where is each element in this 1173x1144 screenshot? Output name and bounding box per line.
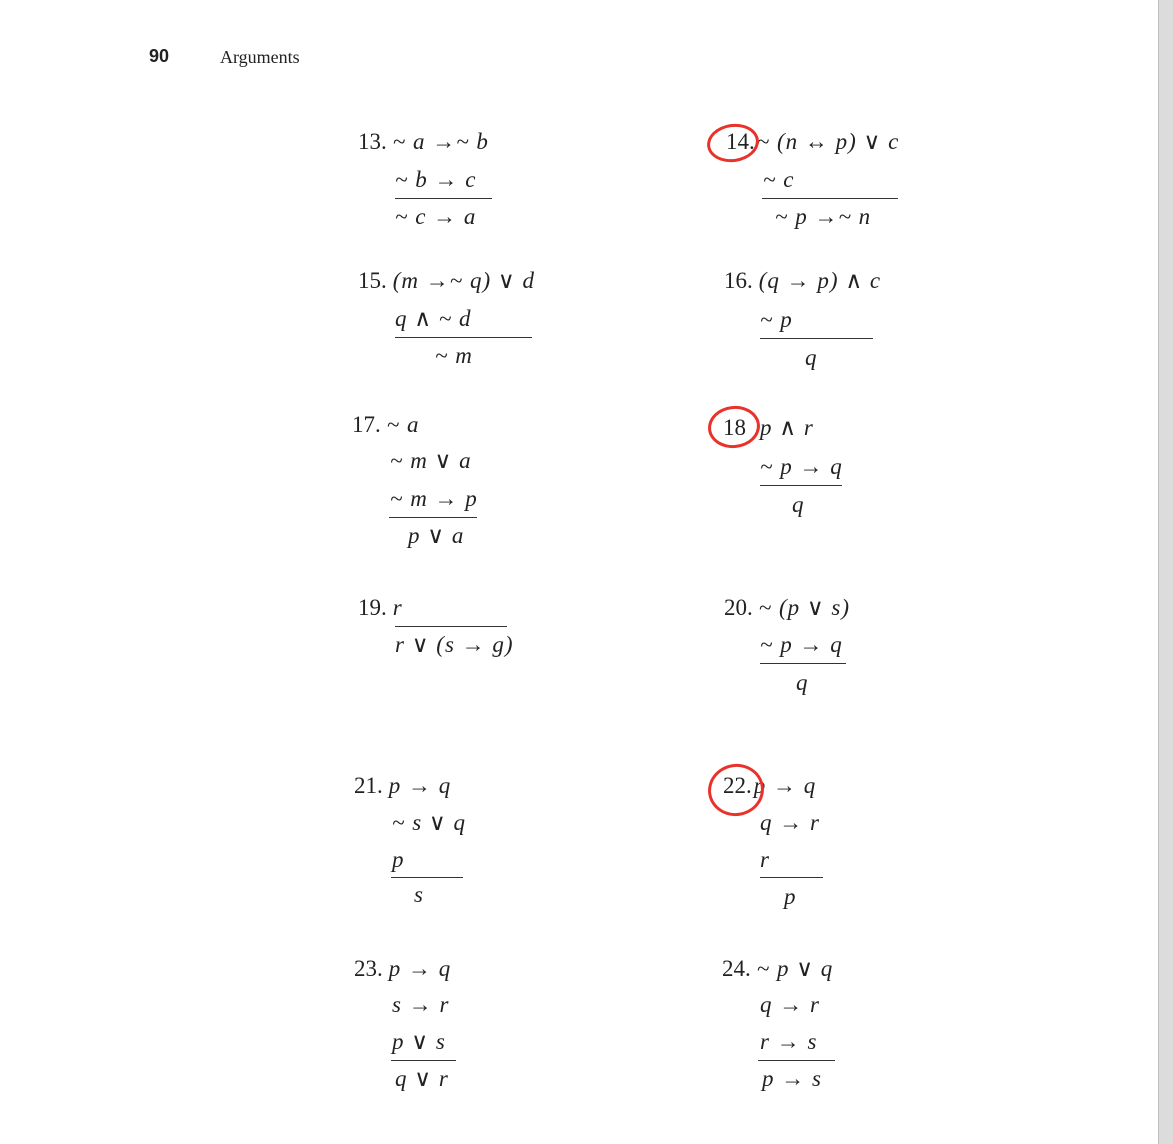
- premise: q → r: [760, 810, 820, 835]
- conclusion: p: [784, 884, 797, 909]
- conclusion-rule: [395, 626, 507, 627]
- premise: ~ (p ∨ s): [758, 595, 851, 620]
- conclusion: p → s: [762, 1066, 822, 1091]
- conclusion-rule: [391, 877, 463, 878]
- running-head: Arguments: [220, 47, 300, 67]
- conclusion-rule: [760, 485, 842, 486]
- premise: ~ a: [386, 412, 420, 437]
- problem-number: 14.: [726, 129, 755, 154]
- premise: ~ (n ↔ p) ∨ c: [756, 129, 900, 154]
- premise: p → q: [753, 773, 817, 798]
- conclusion-rule: [760, 877, 823, 878]
- conclusion: ~ p →~ n: [775, 204, 872, 229]
- conclusion: ~ c → a: [395, 204, 477, 229]
- problem-number: 17.: [352, 412, 381, 437]
- conclusion: q: [805, 345, 818, 370]
- page-edge: [1159, 0, 1173, 1144]
- conclusion: ~ m: [435, 343, 473, 368]
- problem-number: 23.: [354, 956, 383, 981]
- problem-number: 20.: [724, 595, 753, 620]
- premise: r: [760, 847, 770, 872]
- premise: ~ b → c: [395, 167, 477, 192]
- problem-number: 16.: [724, 268, 753, 293]
- premise: ~ c: [763, 167, 795, 192]
- premise: p: [392, 847, 405, 872]
- premise: q → r: [760, 992, 820, 1017]
- problem-number: 18: [723, 415, 746, 440]
- premise: ~ a →~ b: [392, 129, 489, 154]
- conclusion: q ∨ r: [395, 1066, 449, 1091]
- hand-drawn-circle-18: [706, 403, 762, 450]
- premise: ~ p ∨ q: [756, 956, 834, 981]
- premise: r: [392, 595, 403, 620]
- page-number: 90: [149, 46, 170, 66]
- conclusion-rule: [391, 1060, 456, 1061]
- premise: p ∨ s: [392, 1029, 446, 1054]
- premise: s → r: [392, 992, 450, 1017]
- premise: ~ m → p: [390, 486, 478, 511]
- conclusion: p ∨ a: [408, 523, 465, 548]
- premise: q ∧ ~ d: [395, 306, 472, 331]
- premise: p → q: [388, 956, 452, 981]
- conclusion: q: [796, 670, 809, 695]
- premise: ~ m ∨ a: [390, 448, 472, 473]
- conclusion-rule: [760, 663, 846, 664]
- conclusion-rule: [395, 337, 532, 338]
- premise: ~ p: [760, 307, 793, 332]
- problem-number: 15.: [358, 268, 387, 293]
- conclusion-rule: [760, 338, 873, 339]
- conclusion-rule: [389, 517, 477, 518]
- premise: ~ s ∨ q: [392, 810, 466, 835]
- problem-number: 13.: [358, 129, 387, 154]
- problem-number: 22.: [723, 773, 752, 798]
- premise: r → s: [760, 1029, 818, 1054]
- conclusion: r ∨ (s → g): [395, 632, 514, 657]
- problem-number: 21.: [354, 773, 383, 798]
- premise: ~ p → q: [760, 454, 843, 479]
- conclusion-rule: [395, 198, 492, 199]
- premise: p → q: [388, 773, 452, 798]
- conclusion: s: [414, 882, 424, 907]
- conclusion-rule: [762, 198, 898, 199]
- premise: (m →~ q) ∨ d: [392, 268, 535, 293]
- premise: (q → p) ∧ c: [758, 268, 882, 293]
- conclusion: q: [792, 492, 805, 517]
- premise: ~ p → q: [760, 632, 843, 657]
- problem-number: 19.: [358, 595, 387, 620]
- premise: p ∧ r: [760, 415, 814, 440]
- hand-drawn-circle-22: [704, 760, 768, 821]
- conclusion-rule: [758, 1060, 835, 1061]
- problem-number: 24.: [722, 956, 751, 981]
